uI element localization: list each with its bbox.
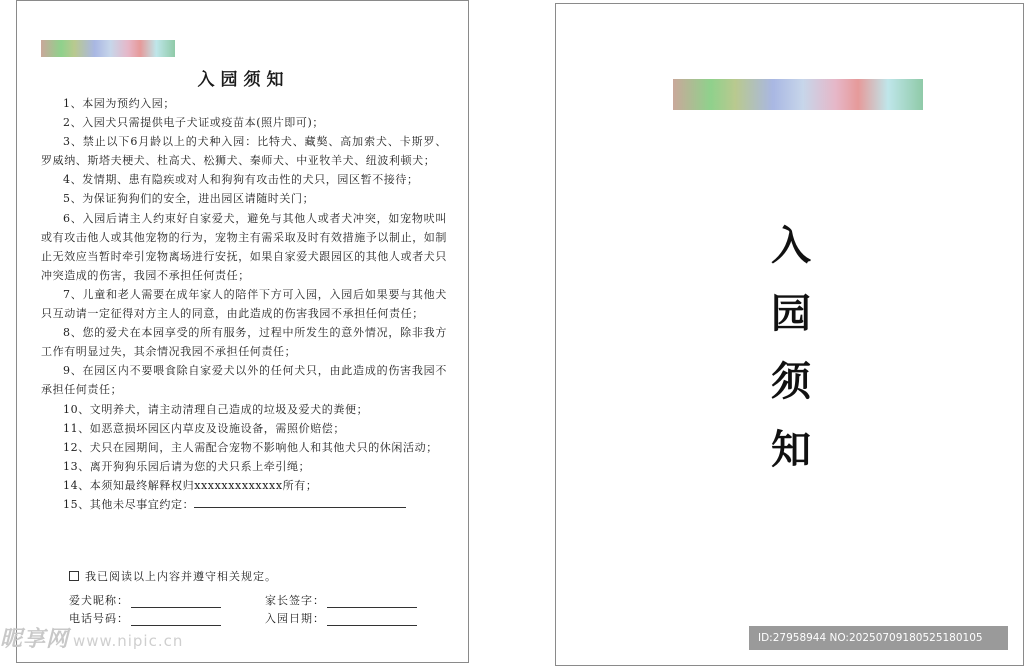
rule-item: 3、禁止以下6月龄以上的犬种入园：比特犬、藏獒、高加索犬、卡斯罗、罗威纳、斯塔夫梗犬、杜高犬、松狮犬、秦师犬、中亚牧羊犬、纽波利顿犬； (41, 135, 447, 168)
cover-title-char: 入 (771, 223, 811, 269)
rule-item: 12、犬只在园期间，主人需配合宠物不影响他人和其他犬只的休闲活动； (63, 440, 438, 454)
cover-title-char: 须 (771, 359, 811, 405)
agreement-checkbox[interactable] (69, 571, 79, 581)
rule-item: 8、您的爱犬在本园享受的所有服务，过程中所发生的意外情况，除非我方工作有明显过失，其余情况我园不承担任何责任； (41, 326, 447, 359)
entry-date-field (265, 610, 417, 626)
agreement-text: 我已阅读以上内容并遵守相关规定。 (85, 570, 277, 583)
rule-item: 4、发情期、患有隐疾或对人和狗狗有攻击性的犬只，园区暂不接待； (63, 173, 419, 187)
rule-item: 6、入园后请主人约束好自家爱犬，避免与其他人或者犬冲突，如宠物吠叫或有攻击他人或其他宠物的行为，宠物主有需采取及时有效措施予以制止，如制止无效应当暂时牵引宠物离场进行安抚，如果自家爱犬跟园区的其他人或者犬只冲突造成的伤害，我园不承担任何责任； (41, 211, 447, 282)
pet-nickname-blank[interactable] (131, 595, 221, 608)
color-strip-decoration (673, 79, 923, 110)
rule-item: 7、儿童和老人需要在成年家人的陪伴下方可入园，入园后如果要与其他犬只互动请一定征得对方主人的同意，由此造成的伤害我园不承担任何责任； (41, 287, 447, 321)
entry-date-label: 入园日期： (265, 612, 325, 625)
rule-item: 14、本须知最终解释权归xxxxxxxxxxxxx所有； (63, 478, 318, 492)
watermark-brand: 昵享网 (0, 627, 70, 652)
cover-title (746, 222, 836, 474)
rule-item: 2、入园犬只需提供电子犬证或疫苗本(照片即可)； (63, 116, 324, 130)
cover-title-char: 园 (771, 291, 811, 337)
cover-title-char: 知 (771, 427, 811, 473)
color-strip-decoration (41, 40, 175, 57)
other-terms-blank[interactable] (194, 496, 406, 508)
rule-item: 5、为保证狗狗们的安全，进出园区请随时关门； (63, 192, 315, 206)
rule-item: 9、在园区内不要喂食除自家爱犬以外的任何犬只，由此造成的伤害我园不承担任何责任； (41, 364, 447, 397)
rule-item: 10、文明养犬，请主动清理自己造成的垃圾及爱犬的粪便； (63, 402, 369, 416)
rule-item: 1、本园为预约入园； (63, 97, 175, 110)
rule-item-other-text: 15、其他未尽事宜约定： (63, 497, 195, 511)
pet-nickname-field (69, 592, 221, 608)
signature-blank[interactable] (327, 595, 417, 608)
rule-item: 13、离开狗狗乐园后请为您的犬只系上牵引绳； (63, 459, 311, 473)
signature-label: 家长签字： (265, 594, 325, 607)
rule-item: 11、如恶意损坏园区内草皮及设施设备，需照价赔偿； (63, 421, 345, 435)
signature-field (265, 592, 417, 608)
document-title: 入园须知 (197, 70, 290, 90)
agreement-row (69, 568, 277, 584)
phone-label: 电话号码： (69, 612, 129, 625)
image-id-strip: ID:27958944 NO:20250709180525180105 (749, 626, 1008, 650)
entry-date-blank[interactable] (327, 613, 417, 626)
left-page (16, 0, 469, 663)
watermark (0, 622, 183, 653)
pet-nickname-label: 爱犬昵称： (69, 594, 129, 607)
right-page-cover (555, 3, 1024, 666)
rule-item-other (41, 495, 447, 514)
rules-list (41, 94, 447, 514)
watermark-url: www.nipic.cn (73, 632, 184, 650)
